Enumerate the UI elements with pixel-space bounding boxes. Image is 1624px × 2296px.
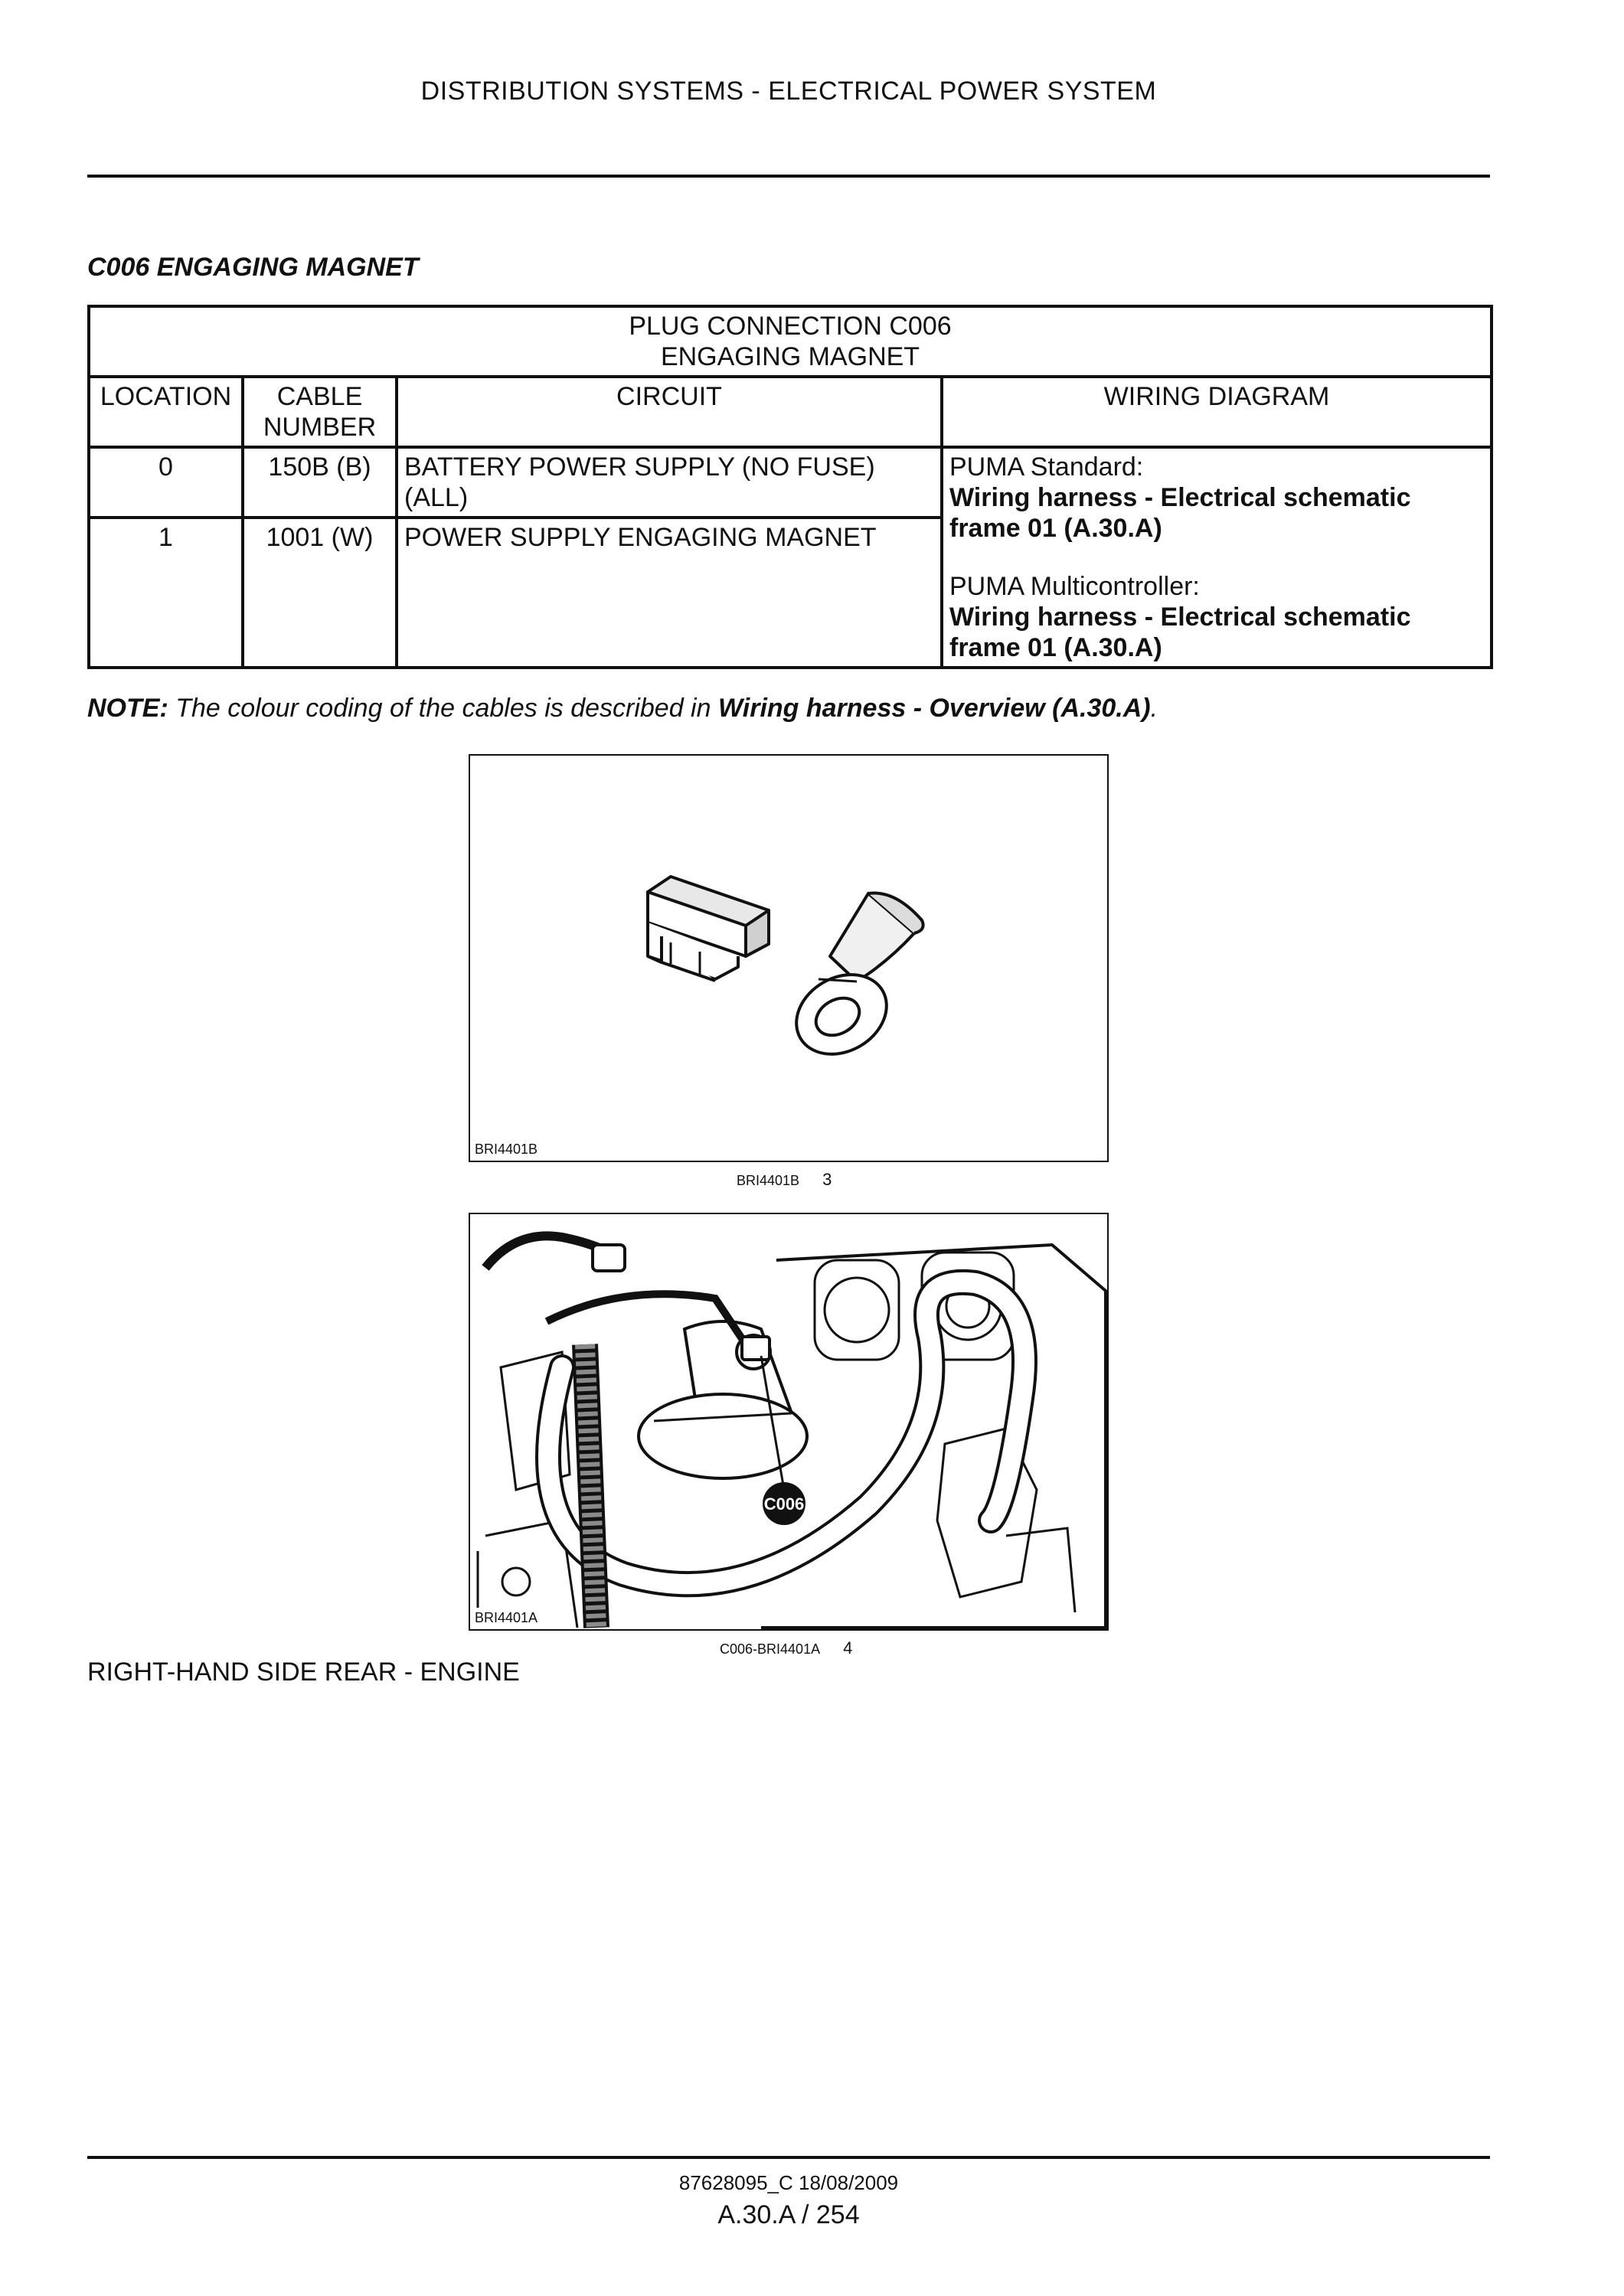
figure-connector-illustration: [469, 754, 1109, 1162]
note-text: The colour coding of the cables is described in: [168, 694, 718, 723]
table-title-cell: [89, 306, 1492, 377]
wiring-multi-label: PUMA Multicontroller:: [949, 572, 1200, 601]
footer-rule: [87, 2156, 1490, 2159]
connector-drawing: [470, 756, 1107, 1161]
row0-circuit: [397, 447, 942, 518]
figure3-number: 3: [822, 1170, 832, 1189]
figure3-inner-tag: BRI4401B: [475, 1141, 538, 1157]
note-end: .: [1150, 694, 1158, 723]
figure4-caption: [720, 1638, 852, 1658]
engine-drawing: [470, 1214, 1107, 1629]
note-paragraph: [87, 694, 1158, 723]
figure3-caption: [737, 1170, 832, 1190]
wiring-multi-ref-line1: Wiring harness - Electrical schematic: [949, 603, 1411, 632]
header-cable-line2: NUMBER: [263, 413, 377, 442]
connector-table: [87, 305, 1493, 669]
header-wiring: WIRING DIAGRAM: [942, 377, 1492, 447]
section-title: C006 ENGAGING MAGNET: [87, 253, 419, 282]
running-header: DISTRIBUTION SYSTEMS - ELECTRICAL POWER SYSTEM: [420, 77, 1157, 106]
figure4-number: 4: [843, 1638, 853, 1657]
header-circuit: CIRCUIT: [397, 377, 942, 447]
footer-document-code: 87628095_C 18/08/2009: [678, 2171, 899, 2194]
wiring-multi-ref-line2: frame 01 (A.30.A): [949, 633, 1162, 662]
callout-c006-label: C006: [763, 1494, 805, 1514]
wiring-standard-ref-line1: Wiring harness - Electrical schematic: [949, 483, 1411, 512]
row0-circuit-line2: (ALL): [404, 483, 469, 512]
location-text: RIGHT-HAND SIDE REAR - ENGINE: [87, 1657, 520, 1687]
row0-circuit-line1: BATTERY POWER SUPPLY (NO FUSE): [404, 452, 875, 482]
table-row: [89, 447, 1492, 518]
figure-engine-location: [469, 1213, 1109, 1631]
row1-cable: 1001 (W): [243, 518, 397, 668]
header-cable: [243, 377, 397, 447]
flat-plug-icon: [648, 877, 769, 981]
header-rule: [87, 175, 1490, 178]
row1-circuit: POWER SUPPLY ENGAGING MAGNET: [397, 518, 942, 668]
table-title-line2: ENGAGING MAGNET: [660, 342, 920, 371]
figure4-inner-tag: BRI4401A: [475, 1610, 538, 1625]
ring-terminal-icon: [782, 893, 923, 1070]
wiring-diagram-cell: [942, 447, 1492, 668]
figure4-code: C006-BRI4401A: [720, 1641, 821, 1657]
wiring-standard-label: PUMA Standard:: [949, 452, 1144, 482]
row0-location: 0: [89, 447, 243, 518]
figure3-code: BRI4401B: [737, 1173, 800, 1188]
header-location: LOCATION: [89, 377, 243, 447]
table-title-line1: PLUG CONNECTION C006: [629, 312, 952, 341]
footer-page-number: A.30.A / 254: [717, 2200, 860, 2229]
note-reference: Wiring harness - Overview (A.30.A): [717, 694, 1151, 723]
note-label: NOTE:: [87, 694, 168, 723]
row1-location: 1: [89, 518, 243, 668]
row0-cable: 150B (B): [243, 447, 397, 518]
header-cable-line1: CABLE: [276, 382, 363, 411]
wiring-standard-ref-line2: frame 01 (A.30.A): [949, 514, 1162, 543]
